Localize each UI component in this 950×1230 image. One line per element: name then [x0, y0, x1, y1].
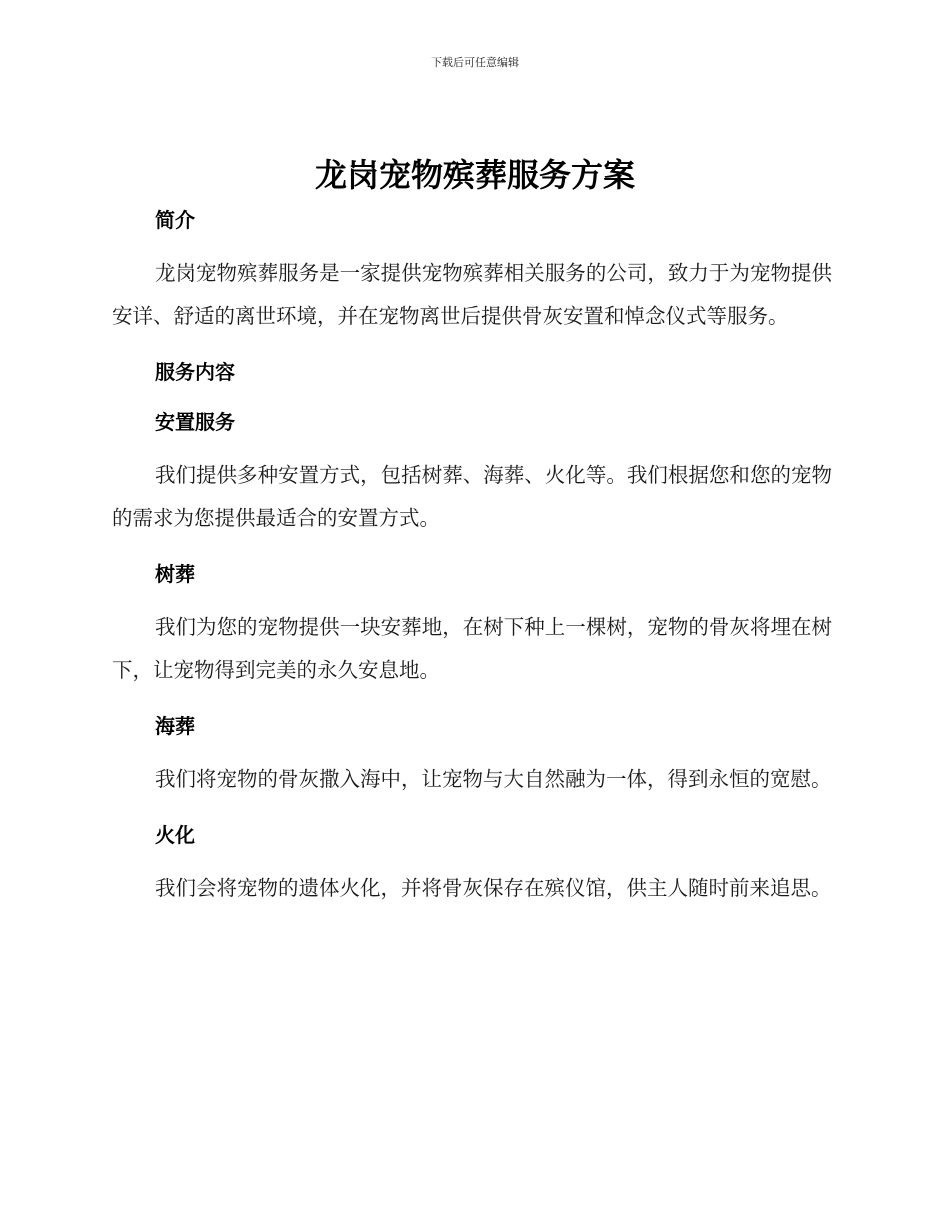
document-body	[112, 200, 832, 910]
heading-intro: 简介	[155, 208, 195, 232]
heading-sea-burial: 海葬	[155, 714, 195, 738]
heading-services: 服务内容	[155, 360, 235, 384]
paragraph-tree-burial: 我们为您的宠物提供一块安葬地，在树下种上一棵树，宠物的骨灰将埋在树下，让宠物得到完美的永久安息地。	[112, 615, 832, 682]
heading-cremation: 火化	[155, 823, 195, 847]
page-header-note: 下载后可任意编辑	[431, 56, 519, 69]
heading-placement: 安置服务	[155, 410, 235, 434]
heading-tree-burial: 树葬	[155, 562, 195, 586]
paragraph-intro: 龙岗宠物殡葬服务是一家提供宠物殡葬相关服务的公司，致力于为宠物提供安详、舒适的离世环境，并在宠物离世后提供骨灰安置和悼念仪式等服务。	[112, 261, 832, 328]
paragraph-sea-burial: 我们将宠物的骨灰撒入海中，让宠物与大自然融为一体，得到永恒的宽慰。	[155, 767, 832, 791]
paragraph-cremation: 我们会将宠物的遗体火化，并将骨灰保存在殡仪馆，供主人随时前来追思。	[155, 876, 832, 900]
paragraph-placement: 我们提供多种安置方式，包括树葬、海葬、火化等。我们根据您和您的宠物的需求为您提供最适合的安置方式。	[112, 463, 832, 530]
document-title: 龙岗宠物殡葬服务方案	[314, 156, 635, 194]
